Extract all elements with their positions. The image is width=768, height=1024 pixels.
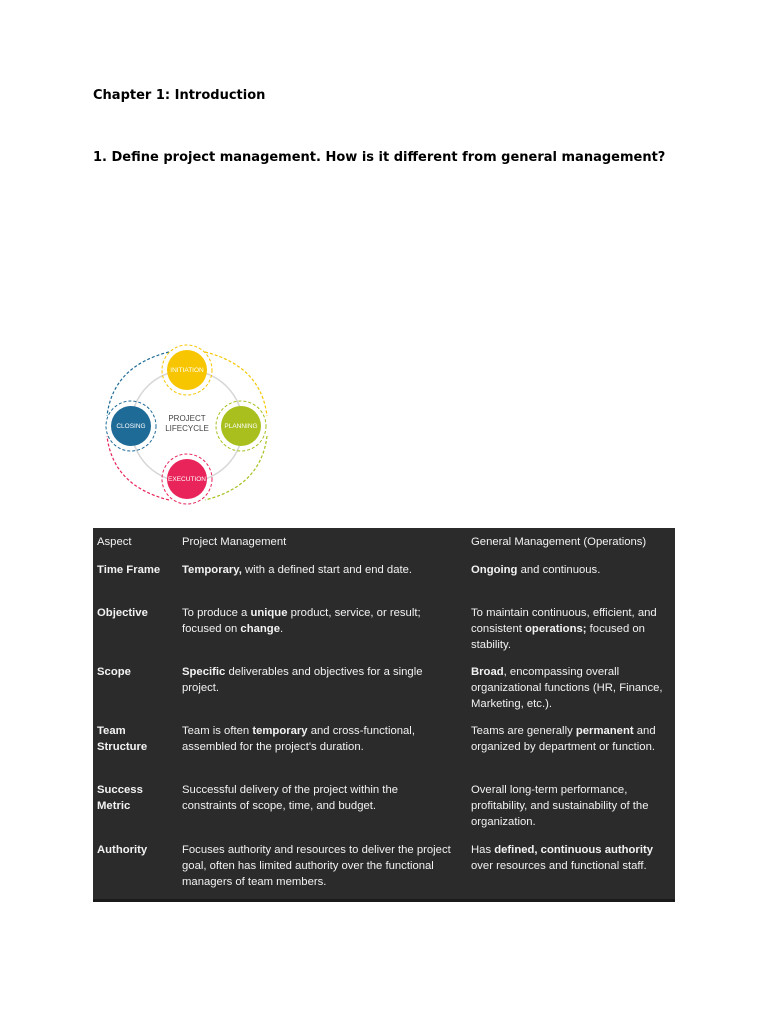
row-project-management: Focuses authority and resources to deliver the project goal, often has limited authority over the functional managers of team members. bbox=[182, 844, 451, 888]
phase-label: INITIATION bbox=[170, 367, 204, 374]
phase-execution bbox=[162, 454, 212, 504]
lifecycle-center-line1: PROJECT bbox=[168, 414, 206, 423]
row-general-management: Ongoing and continuous. bbox=[471, 564, 601, 576]
row-aspect: Objective bbox=[97, 607, 148, 619]
row-general-management: Has defined, continuous authority over resources and functional staff. bbox=[471, 844, 654, 872]
arc-planning-execution bbox=[205, 436, 267, 500]
row-project-management: Specific deliverables and objectives for a single project. bbox=[182, 666, 423, 694]
phase-planning bbox=[216, 401, 266, 451]
phase-closing bbox=[106, 401, 156, 451]
header-aspect: Aspect bbox=[97, 536, 132, 548]
phase-initiation bbox=[162, 345, 212, 395]
row-aspect: Scope bbox=[97, 666, 131, 678]
lifecycle-svg bbox=[93, 336, 279, 514]
phase-label: PLANNING bbox=[224, 423, 258, 430]
row-project-management: To produce a unique product, service, or result; focused on change. bbox=[182, 607, 421, 635]
row-general-management: To maintain continuous, efficient, and consistent operations; focused on stability. bbox=[471, 607, 657, 651]
arc-initiation-planning bbox=[205, 352, 267, 416]
row-project-management: Temporary, with a defined start and end date. bbox=[182, 564, 413, 576]
row-aspect: Team Structure bbox=[97, 725, 148, 753]
row-general-management: Broad, encompassing overall organizational functions (HR, Finance, Marketing, etc.). bbox=[471, 666, 663, 710]
question-heading: 1. Define project management. How is it different from general management? bbox=[93, 150, 666, 165]
project-lifecycle-diagram bbox=[93, 336, 279, 514]
phase-label: EXECUTION bbox=[168, 476, 206, 483]
row-aspect: Authority bbox=[97, 844, 148, 856]
row-project-management: Team is often temporary and cross-functional, assembled for the project's duration. bbox=[182, 725, 415, 753]
row-aspect: Time Frame bbox=[97, 564, 161, 576]
row-project-management: Successful delivery of the project within the constraints of scope, time, and budget. bbox=[182, 784, 399, 812]
comparison-table bbox=[93, 528, 675, 902]
row-general-management: Teams are generally permanent and organized by department or function. bbox=[471, 725, 656, 753]
row-aspect: Success Metric bbox=[97, 784, 143, 812]
lifecycle-center-line2: LIFECYCLE bbox=[165, 424, 209, 433]
header-project-management: Project Management bbox=[182, 536, 287, 548]
chapter-title: Chapter 1: Introduction bbox=[93, 88, 266, 103]
header-general-management: General Management (Operations) bbox=[471, 536, 647, 548]
row-general-management: Overall long-term performance, profitability, and sustainability of the organization. bbox=[471, 784, 649, 828]
phase-label: CLOSING bbox=[116, 423, 146, 430]
